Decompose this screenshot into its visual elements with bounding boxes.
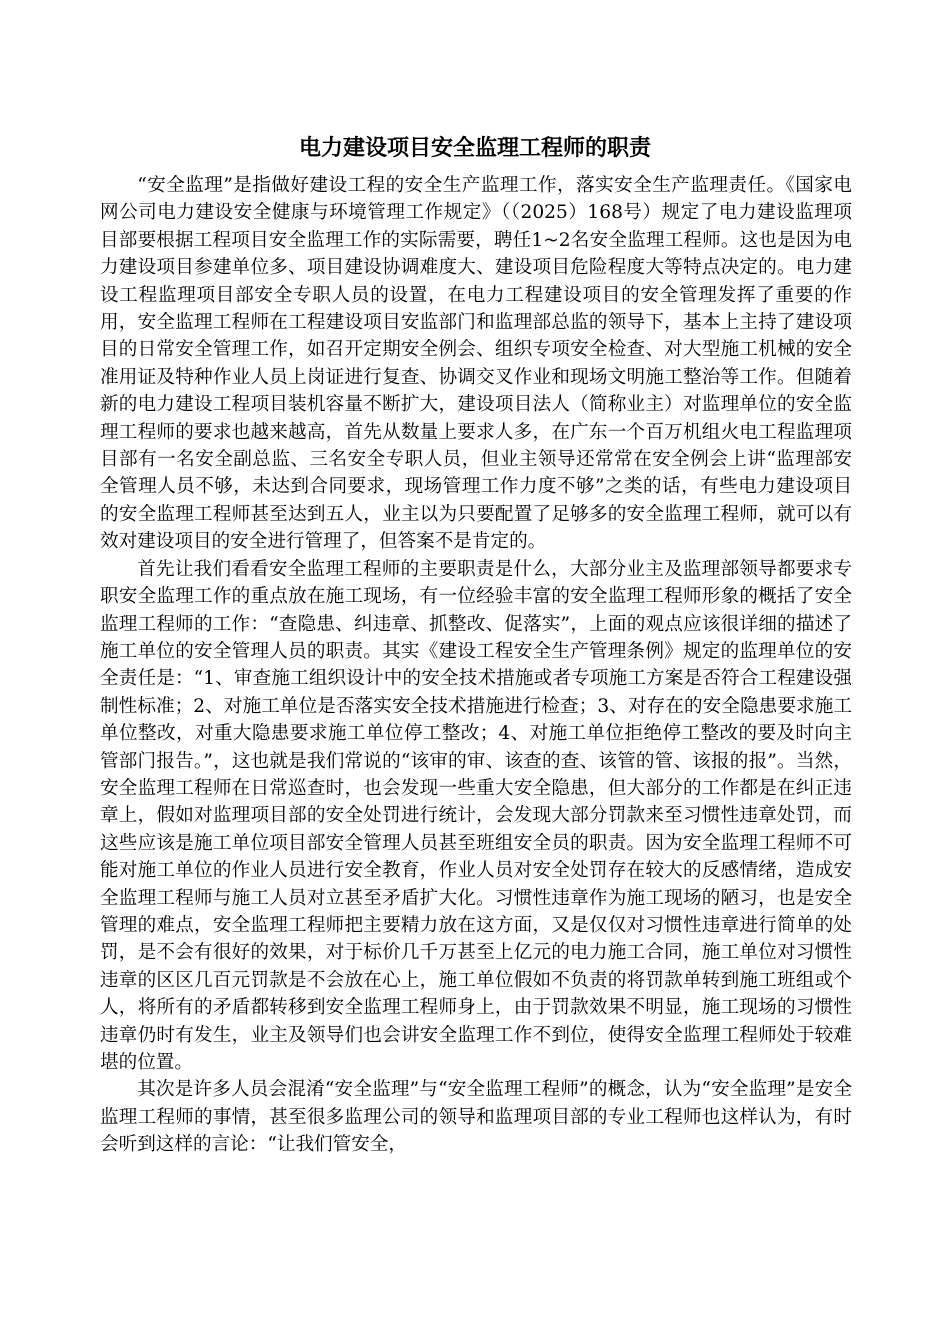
paragraph-2: 首先让我们看看安全监理工程师的主要职责是什么，大部分业主及监理部领导都要求专职安全监理工作的重点放在施工现场，有一位经验丰富的安全监理工程师形象的概括了安全监理工程师的工作：“查隐患、纠违章、抓整改、促落实”，上面的观点应该很详细的描述了施工单位的安全管理人员的职责。其实《建设工程安全生产管理条例》规定的监理单位的安全责任是：“1、审查施工组织设计中的安全技术措施或者专项施工方案是否符合工程建设强制性标准；2、对施工单位是否落实安全技术措施进行检查；3、对存在的安全隐患要求施工单位整改，对重大隐患要求施工单位停工整改；4、对施工单位拒绝停工整改的要及时向主管部门报告。”，这也就是我们常说的“该审的审、该查的查、该管的管、该报的报”。当然，安全监理工程师在日常巡查时，也会发现一些重大安全隐患，但大部分的工作都是在纠正违章上，假如对监理项目部的安全处罚进行统计，会发现大部分罚款来至习惯性违章处罚，而这些应该是施工单位项目部安全管理人员甚至班组安全员的职责。因为安全监理工程师不可能对施工单位的作业人员进行安全教育，作业人员对安全处罚存在较大的反感情绪，造成安全监理工程师与施工人员对立甚至矛盾扩大化。习惯性违章作为施工现场的陋习，也是安全管理的难点，安全监理工程师把主要精力放在这方面，又是仅仅对习惯性违章进行简单的处罚，是不会有很好的效果，对于标价几千万甚至上亿元的电力施工合同，施工单位对习惯性违章的区区几百元罚款是不会放在心上，施工单位假如不负责的将罚款单转到施工班组或个人，将所有的矛盾都转移到安全监理工程师身上，由于罚款效果不明显，施工现场的习惯性违章仍时有发生，业主及领导们也会讲安全监理工作不到位，使得安全监理工程师处于较难堪的位置。	[100, 558, 852, 1073]
document-title: 电力建设项目安全监理工程师的职责	[298, 135, 651, 161]
paragraph-1: “安全监理”是指做好建设工程的安全生产监理工作，落实安全生产监理责任。《国家电网公司电力建设安全健康与环境管理工作规定》（（2025）168号）规定了电力建设监理项目部要根据工程项目安全监理工作的实际需要，聘任1~2名安全监理工程师。这也是因为电力建设项目参建单位多、项目建设协调难度大、建设项目危险程度大等特点决定的。电力建设工程监理项目部安全专职人员的设置，在电力工程建设项目的安全管理发挥了重要的作用，安全监理工程师在工程建设项目安监部门和监理部总监的领导下，基本上主持了建设项目的日常安全管理工作，如召开定期安全例会、组织专项安全检查、对大型施工机械的安全准用证及特种作业人员上岗证进行复查、协调交叉作业和现场文明施工整治等工作。但随着新的电力建设工程项目装机容量不断扩大，建设项目法人（简称业主）对监理单位的安全监理工程师的要求也越来越高，首先从数量上要求人多，在广东一个百万机组火电工程监理项目部有一名安全副总监、三名安全专职人员，但业主领导还常常在安全例会上讲“监理部安全管理人员不够，未达到合同要求，现场管理工作力度不够”之类的话，有些电力建设项目的安全监理工程师甚至达到五人，业主以为只要配置了足够多的安全监理工程师，就可以有效对建设项目的安全进行管理了，但答案不是肯定的。	[100, 175, 852, 553]
document-body	[100, 172, 852, 1159]
paragraph-3: 其次是许多人员会混淆“安全监理”与“安全监理工程师”的概念，认为“安全监理”是安全监理工程师的事情，甚至很多监理公司的领导和监理项目部的专业工程师也这样认为，有时会听到这样的言论：“让我们管安全，	[100, 1079, 852, 1156]
